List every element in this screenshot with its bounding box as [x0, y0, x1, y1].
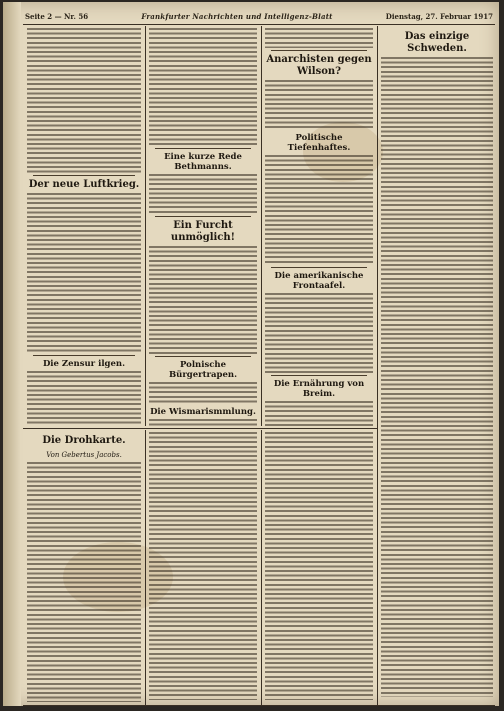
issue-date: Dienstag, 27. Februar 1917: [385, 11, 493, 21]
article-separator: [155, 216, 251, 217]
article-text: [381, 57, 493, 697]
headline: Die Wismarismmlung.: [150, 407, 256, 417]
article-text: [27, 462, 141, 702]
headline: Anarchisten gegen Wilson?: [266, 54, 372, 77]
column-4: [381, 28, 493, 704]
article-separator: [155, 356, 251, 357]
column-2: [149, 28, 257, 426]
column-rule: [145, 430, 146, 706]
section-rule: [23, 428, 377, 429]
page-reference: Seite 2 — Nr. 56: [25, 11, 89, 21]
column-rule: [377, 26, 378, 706]
headline: Der neue Luftkrieg.: [28, 179, 140, 190]
newspaper-page: [3, 2, 499, 706]
article-text: [265, 80, 373, 130]
column-3-lower: [265, 432, 373, 704]
article-separator: [33, 175, 135, 176]
page-header: [25, 10, 493, 22]
article-separator: [271, 50, 367, 51]
headline: Eine kurze Rede Bethmanns.: [164, 152, 242, 172]
column-2-lower: [149, 432, 257, 704]
article-separator: [155, 148, 251, 149]
headline: Die Zensur ilgen.: [42, 359, 126, 369]
header-rule: [23, 24, 495, 25]
article-text: [265, 432, 373, 700]
article-text: [149, 432, 257, 700]
article-text: [27, 193, 141, 353]
bottom-rule: [23, 705, 495, 706]
headline: Polnische Bürgertrapen.: [168, 360, 238, 380]
column-rule: [145, 26, 146, 426]
column-1-lower: [27, 432, 141, 704]
column-rule: [261, 430, 262, 706]
article-text: [149, 28, 257, 146]
headline: Ein Furcht unmöglich!: [170, 220, 236, 243]
headline: Politische Tiefenhaftes.: [287, 133, 351, 153]
headline: Die amerikanische Frontaafel.: [274, 271, 364, 291]
article-text: [149, 419, 257, 426]
article-text: [265, 155, 373, 265]
article-text: [265, 28, 373, 48]
article-text: [265, 293, 373, 373]
newspaper-title: Frankfurter Nachrichten und Intelligenz-Blatt: [141, 11, 333, 21]
headline: Das einzige Schweden.: [404, 31, 470, 54]
column-1: [27, 28, 141, 426]
headline: Die Drohkarte.: [42, 435, 126, 446]
headline: Die Ernährung von Breim.: [273, 379, 365, 399]
article-text: [27, 371, 141, 426]
article-text: [149, 382, 257, 404]
article-text: [149, 174, 257, 214]
byline: Von Gebertus Jacobs.: [46, 451, 122, 459]
article-text: [27, 28, 141, 173]
article-text: [265, 401, 373, 426]
article-text: [149, 246, 257, 354]
article-separator: [33, 355, 135, 356]
article-separator: [271, 267, 367, 268]
column-3: [265, 28, 373, 426]
column-rule: [261, 26, 262, 426]
page-shadow-edge: [3, 2, 21, 706]
article-separator: [271, 375, 367, 376]
